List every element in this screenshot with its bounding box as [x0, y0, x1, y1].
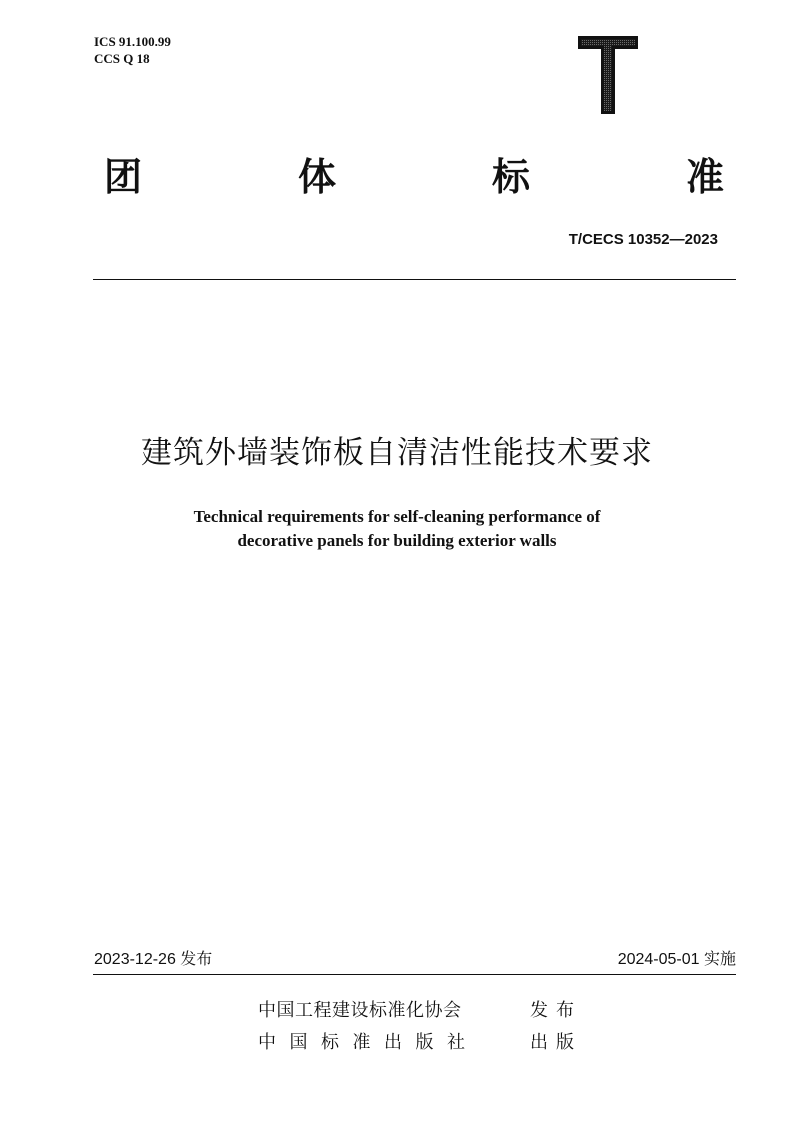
standard-category-t-logo	[578, 36, 638, 114]
implementation-date: 2024-05-01 实施	[617, 951, 736, 968]
footer-divider	[93, 974, 736, 975]
issue-date: 2023-12-26 发布	[94, 951, 213, 968]
ccs-code: CCS Q 18	[94, 51, 150, 66]
standard-number: T/CECS 10352—2023	[568, 231, 718, 248]
chinese-title: 建筑外墙装饰板自清洁性能技术要求	[141, 435, 653, 471]
english-title-line-2: decorative panels for building exterior walls	[237, 531, 557, 550]
heading-char-1: 团	[104, 155, 143, 199]
english-title-line-1: Technical requirements for self-cleaning performance of	[193, 507, 601, 526]
heading-char-4: 准	[685, 155, 724, 199]
publisher-role: 出版	[530, 1032, 582, 1053]
classification-codes	[94, 33, 171, 67]
english-title	[94, 505, 700, 553]
publishing-house: 中国标准出版社	[258, 1032, 479, 1053]
heading-char-3: 标	[491, 155, 530, 199]
issuing-organization: 中国工程建设标准化协会	[258, 1000, 462, 1021]
issuer-role: 发布	[530, 1000, 582, 1021]
header-divider	[93, 279, 736, 280]
ics-code: ICS 91.100.99	[94, 34, 171, 49]
heading-char-2: 体	[297, 155, 336, 199]
document-type-heading	[104, 152, 724, 202]
